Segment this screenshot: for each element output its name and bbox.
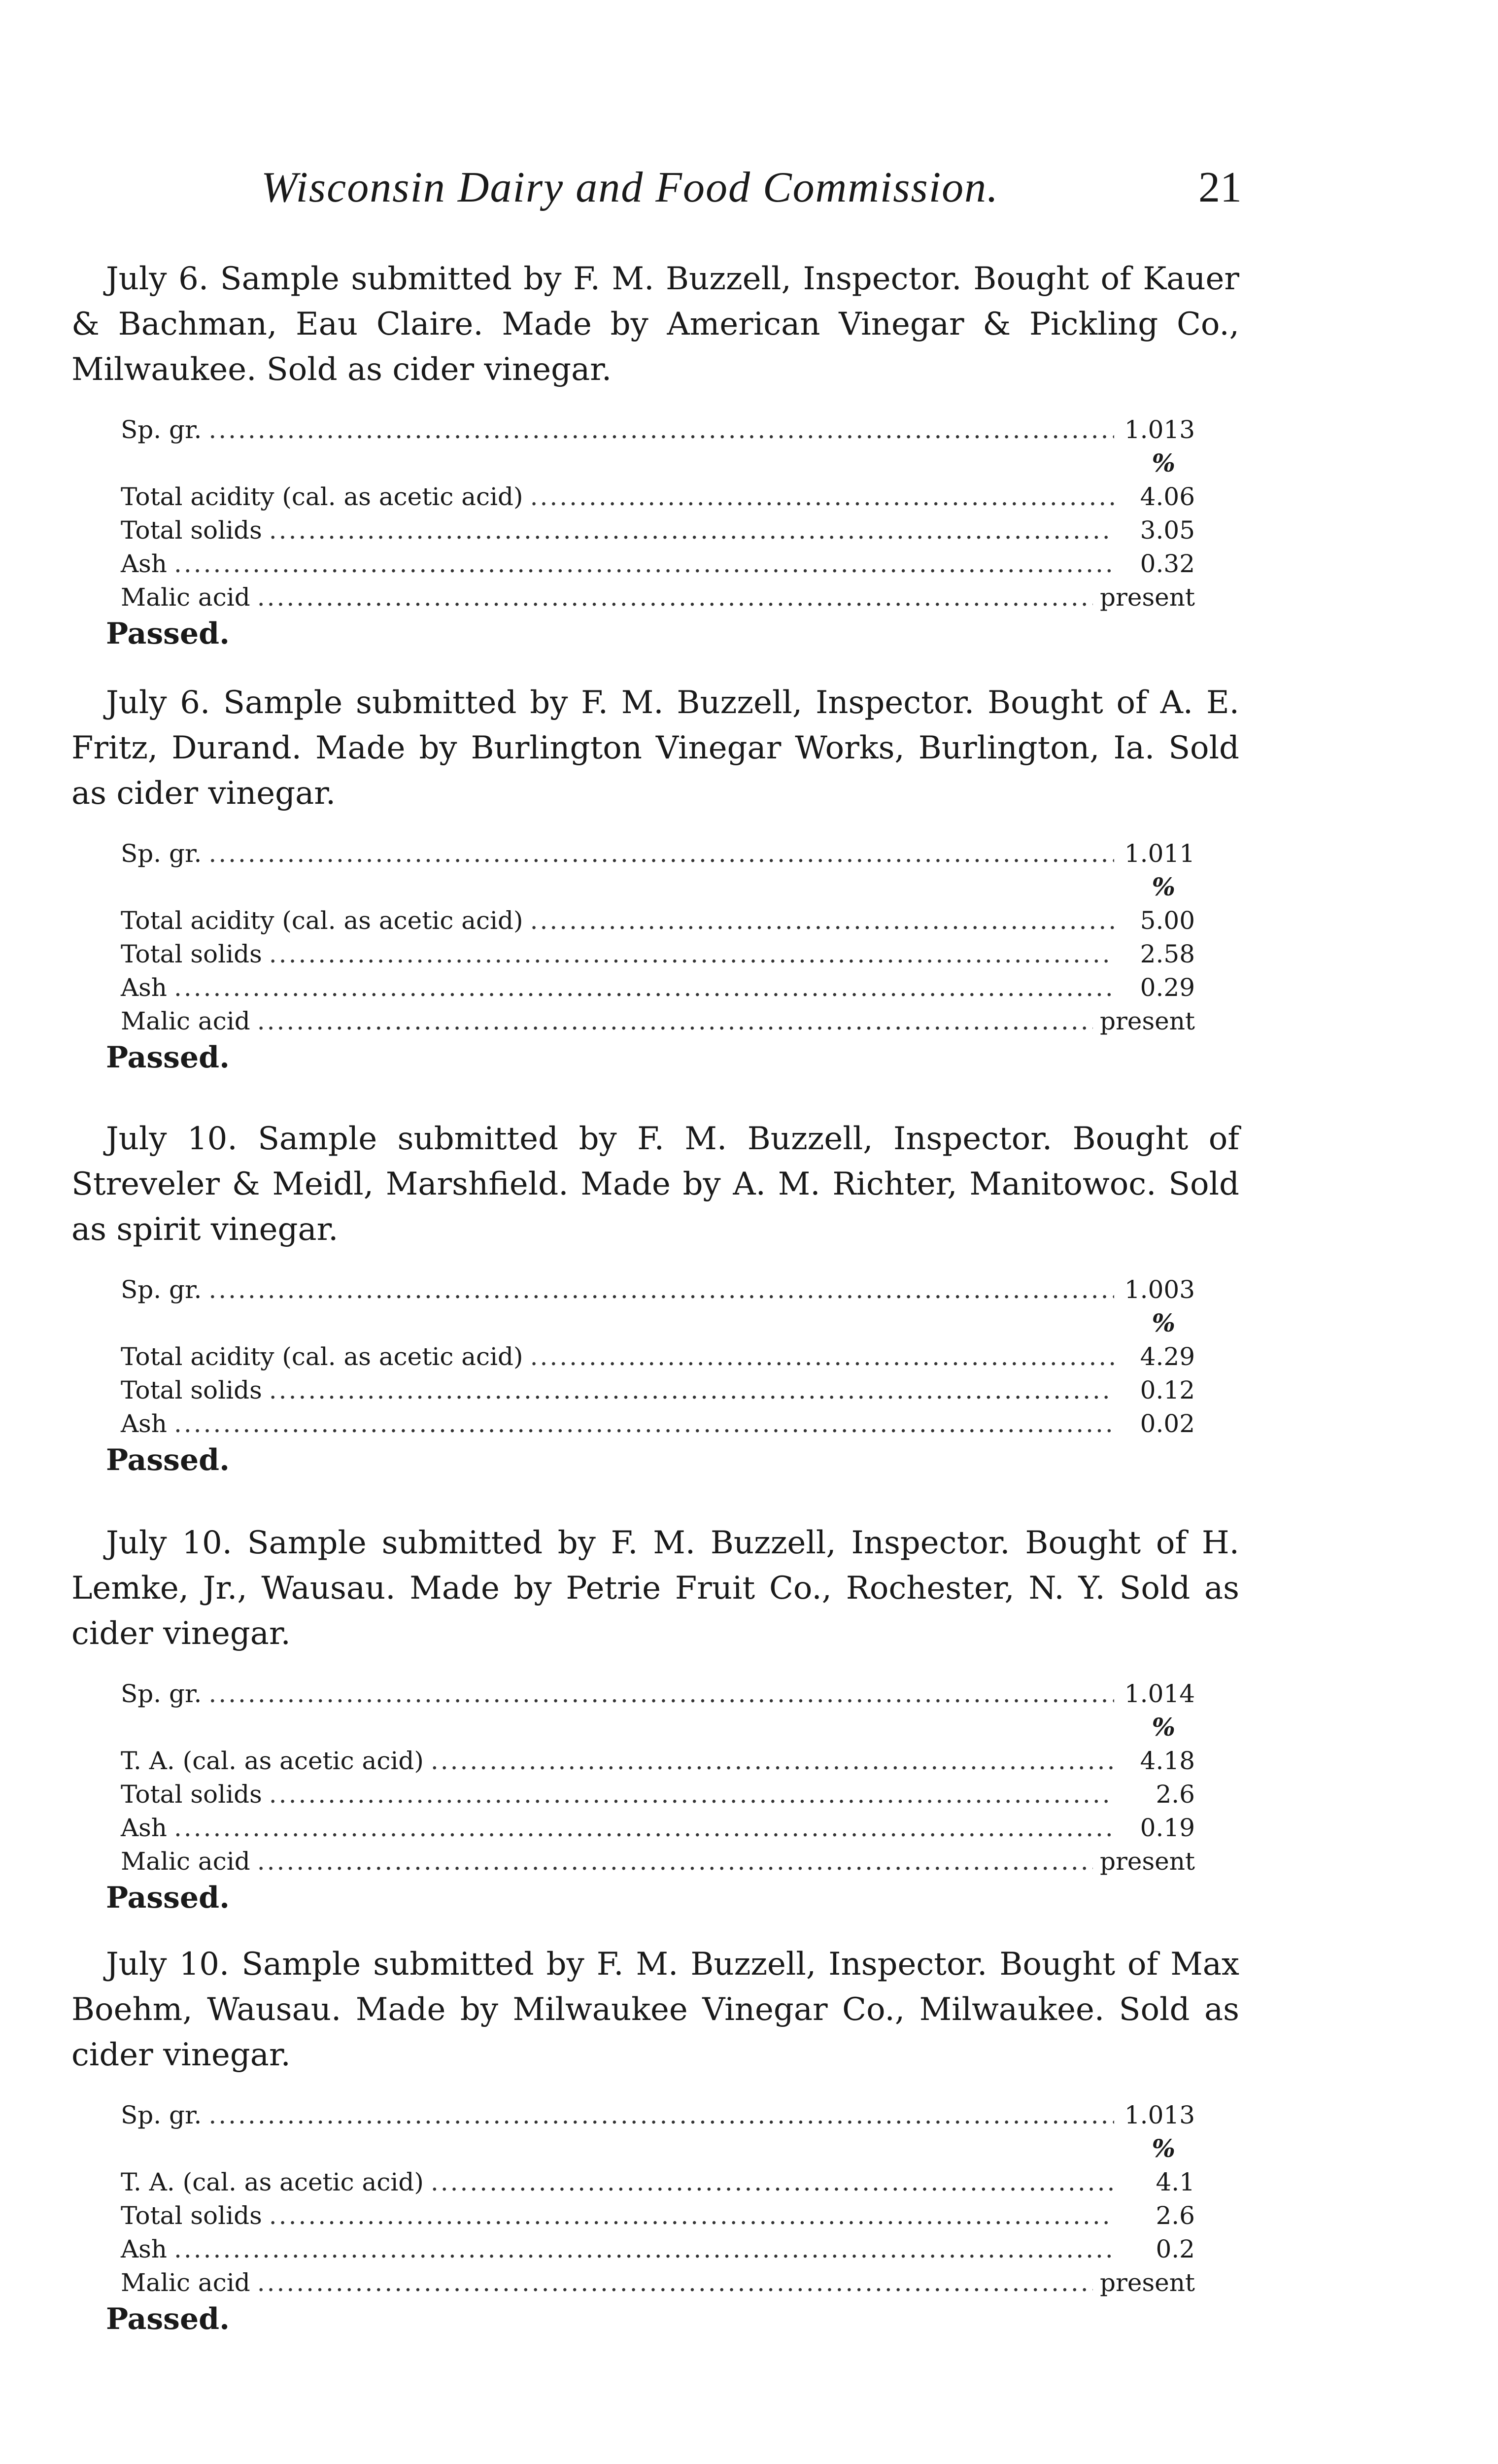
row-value: 2.6 [1156, 1780, 1195, 1809]
sample-entry [71, 256, 1239, 653]
row-value: present [1099, 1007, 1195, 1035]
leader-dots [174, 547, 1114, 581]
leader-dots [269, 2199, 1114, 2232]
row-value: 2.6 [1156, 2201, 1195, 2230]
unit-label: % [1152, 1308, 1175, 1337]
row-value: 4.1 [1156, 2168, 1195, 2196]
header-title: Wisconsin Dairy and Food Commission. [261, 164, 999, 211]
leader-dots [174, 971, 1114, 1004]
leader-dots [530, 904, 1114, 937]
leader-dots [431, 1744, 1114, 1778]
leader-dots [257, 1004, 1093, 1038]
leader-dots [269, 513, 1114, 547]
row-label: Total acidity (cal. as acetic acid) [121, 906, 523, 935]
leader-dots [257, 2266, 1093, 2299]
analysis-table [121, 2098, 1195, 2299]
row-value: 0.29 [1140, 973, 1195, 1002]
result-label: Passed. [106, 616, 230, 651]
row-value: 0.12 [1140, 1376, 1195, 1404]
row-value: 1.011 [1124, 839, 1195, 868]
leader-dots [257, 581, 1093, 614]
row-value: 1.013 [1124, 415, 1195, 444]
leader-dots [208, 837, 1114, 870]
row-label: Sp. gr. [121, 415, 202, 444]
analysis-row [121, 904, 1195, 937]
sample-entry [71, 680, 1239, 1077]
leader-dots [269, 1778, 1114, 1811]
row-value: 0.02 [1140, 1409, 1195, 1438]
leader-dots [530, 1340, 1114, 1373]
analysis-row [121, 1811, 1195, 1845]
analysis-row [121, 2232, 1195, 2266]
analysis-row [121, 1677, 1195, 1711]
unit-label: % [1152, 1712, 1175, 1742]
row-label: Total solids [121, 940, 262, 968]
analysis-row [121, 971, 1195, 1004]
row-label: Ash [121, 1409, 167, 1438]
result-label: Passed. [106, 1443, 230, 1477]
leader-dots [208, 1273, 1114, 1306]
analysis-row [121, 1373, 1195, 1407]
row-value: present [1099, 583, 1195, 612]
row-value: present [1099, 1847, 1195, 1876]
row-label: Malic acid [121, 1847, 250, 1876]
analysis-table [121, 413, 1195, 614]
analysis-row [121, 2266, 1195, 2299]
row-label: Malic acid [121, 2268, 250, 2297]
result-label: Passed. [106, 1881, 230, 1915]
leader-dots [174, 2232, 1114, 2266]
row-label: Sp. gr. [121, 839, 202, 868]
row-label: T. A. (cal. as acetic acid) [121, 2168, 424, 2196]
row-value: 3.05 [1140, 516, 1195, 545]
row-value: 4.06 [1140, 482, 1195, 511]
analysis-row [121, 581, 1195, 614]
analysis-table [121, 837, 1195, 1038]
unit-label: % [1152, 872, 1175, 901]
unit-label: % [1152, 2134, 1175, 2163]
row-label: Malic acid [121, 583, 250, 612]
row-label: Sp. gr. [121, 1679, 202, 1708]
analysis-row [121, 547, 1195, 581]
leader-dots [208, 413, 1114, 446]
leader-dots [257, 1845, 1093, 1878]
row-value: 5.00 [1140, 906, 1195, 935]
sample-entry [71, 1942, 1239, 2339]
row-label: Total solids [121, 1376, 262, 1404]
row-value: 0.32 [1140, 549, 1195, 578]
analysis-row [121, 837, 1195, 870]
row-label: Total acidity (cal. as acetic acid) [121, 1342, 523, 1371]
analysis-row [121, 2098, 1195, 2132]
row-value: 1.003 [1124, 1275, 1195, 1304]
page-number: 21 [1198, 164, 1242, 211]
row-label: Total solids [121, 516, 262, 545]
sample-entry [71, 1520, 1239, 1917]
row-label: Total solids [121, 2201, 262, 2230]
row-value: 4.18 [1140, 1746, 1195, 1775]
analysis-row [121, 480, 1195, 513]
row-value: 0.2 [1156, 2235, 1195, 2263]
analysis-row [121, 2199, 1195, 2232]
leader-dots [269, 1373, 1114, 1407]
row-value: present [1099, 2268, 1195, 2297]
entry-intro: July 10. Sample submitted by F. M. Buzzell, Inspector. Bought of Max Boehm, Wausau. Made by Milwaukee Vinegar Co., Milwaukee. Sold as cider vinegar. [71, 1946, 1239, 2073]
analysis-row [121, 513, 1195, 547]
row-label: T. A. (cal. as acetic acid) [121, 1746, 424, 1775]
analysis-row [121, 413, 1195, 446]
analysis-row [121, 1004, 1195, 1038]
row-label: Total acidity (cal. as acetic acid) [121, 482, 523, 511]
analysis-table [121, 1677, 1195, 1878]
entry-intro: July 6. Sample submitted by F. M. Buzzell, Inspector. Bought of Kauer & Bachman, Eau Claire. Made by American Vinegar & Pickling Co., Milwaukee. Sold as cider vinegar. [71, 261, 1239, 388]
running-header [261, 163, 1242, 217]
entry-intro: July 6. Sample submitted by F. M. Buzzell, Inspector. Bought of A. E. Fritz, Durand. Made by Burlington Vinegar Works, Burlington, Ia. Sold as cider vinegar. [71, 684, 1239, 812]
analysis-row [121, 1340, 1195, 1373]
analysis-row [121, 937, 1195, 971]
row-label: Ash [121, 1814, 167, 1842]
row-label: Total solids [121, 1780, 262, 1809]
leader-dots [431, 2165, 1114, 2199]
sample-entry [71, 1116, 1239, 1480]
result-label: Passed. [106, 2302, 230, 2336]
row-label: Ash [121, 549, 167, 578]
analysis-table [121, 1273, 1195, 1440]
row-value: 4.29 [1140, 1342, 1195, 1371]
entry-intro: July 10. Sample submitted by F. M. Buzzell, Inspector. Bought of Streveler & Meidl, Marshfield. Made by A. M. Richter, Manitowoc. Sold as spirit vinegar. [71, 1121, 1239, 1248]
row-label: Malic acid [121, 1007, 250, 1035]
analysis-row [121, 1778, 1195, 1811]
analysis-row [121, 1744, 1195, 1778]
result-label: Passed. [106, 1040, 230, 1075]
row-value: 2.58 [1140, 940, 1195, 968]
analysis-row [121, 1845, 1195, 1878]
leader-dots [530, 480, 1114, 513]
analysis-row [121, 1273, 1195, 1306]
leader-dots [269, 937, 1114, 971]
analysis-row [121, 2165, 1195, 2199]
row-label: Sp. gr. [121, 2101, 202, 2129]
leader-dots [208, 1677, 1114, 1711]
row-value: 1.014 [1124, 1679, 1195, 1708]
analysis-row [121, 1407, 1195, 1440]
row-label: Ash [121, 973, 167, 1002]
row-label: Ash [121, 2235, 167, 2263]
leader-dots [174, 1407, 1114, 1440]
unit-label: % [1152, 448, 1175, 478]
leader-dots [208, 2098, 1114, 2132]
row-value: 0.19 [1140, 1814, 1195, 1842]
row-label: Sp. gr. [121, 1275, 202, 1304]
entry-intro: July 10. Sample submitted by F. M. Buzzell, Inspector. Bought of H. Lemke, Jr., Wausau. Made by Petrie Fruit Co., Rochester, N. Y. Sold as cider vinegar. [71, 1525, 1239, 1652]
row-value: 1.013 [1124, 2101, 1195, 2129]
leader-dots [174, 1811, 1114, 1845]
